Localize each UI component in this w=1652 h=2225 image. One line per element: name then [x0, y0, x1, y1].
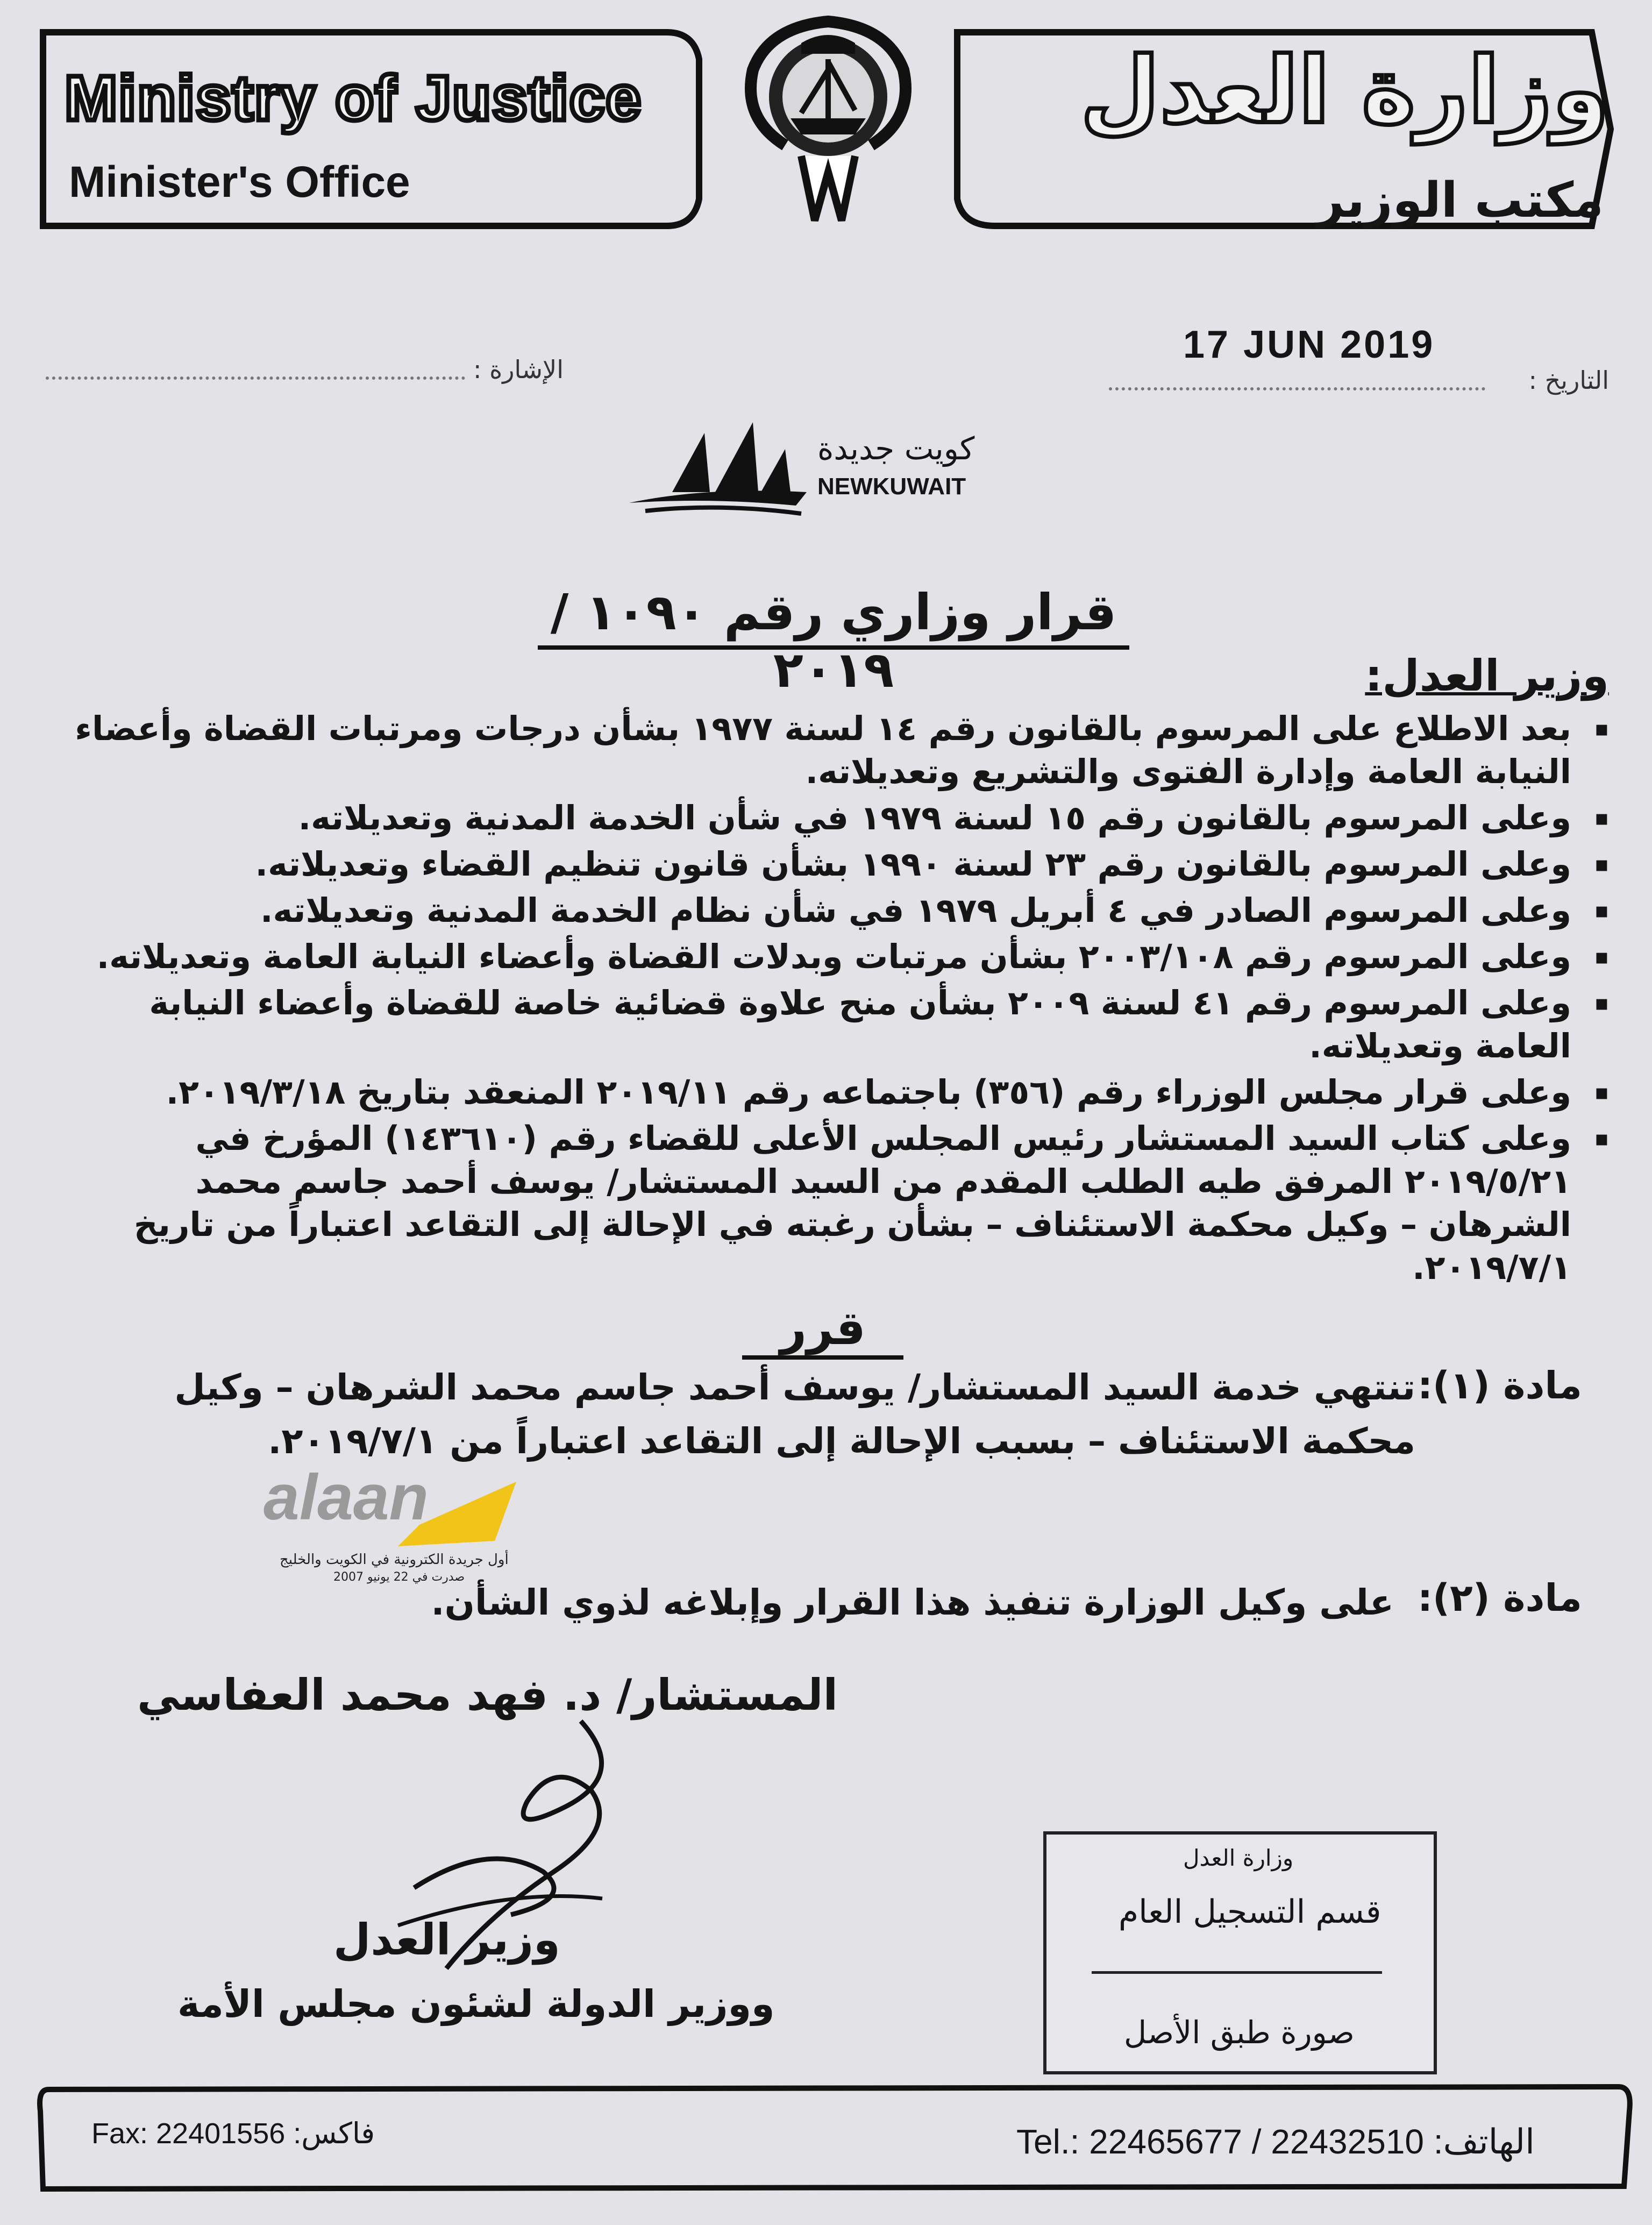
stamp-org: وزارة العدل: [1183, 1845, 1294, 1871]
decided-heading: قرر: [742, 1302, 903, 1360]
article-2-text: على وكيل الوزارة تنفيذ هذا القرار وإبلاغه لذوي الشأن.: [431, 1582, 1394, 1623]
date-dotted-line: [1109, 387, 1485, 390]
preamble-clause: ▪ وعلى قرار مجلس الوزراء رقم (٣٥٦) باجتماعه رقم ٢٠١٩/١١ المنعقد بتاريخ ٢٠١٩/٣/١٨.: [44, 1071, 1571, 1114]
signatory-title-1: وزير العدل: [333, 1915, 560, 1965]
preamble-clause: ▪ وعلى كتاب السيد المستشار رئيس المجلس الأعلى للقضاء رقم (١٤٣٦١٠) المؤرخ في ٢٠١٩/٥/٢١ المرفق طيه الطلب المقدم من السيد المستشار/ يوسف أحمد جاسم محمد الشرهان – وكيل محكمة الاستئناف – بشأن رغبته في الإحالة إلى التقاعد اعتباراً من تاريخ ٢٠١٩/٧/١.: [44, 1117, 1571, 1289]
reference-dotted-line: [46, 376, 465, 380]
article-1-text: تنتهي خدمة السيد المستشار/ يوسف أحمد جاسم محمد الشرهان – وكيل محكمة الاستئناف – بسبب الإحالة إلى التقاعد اعتباراً من ٢٠١٩/٧/١.: [174, 1367, 1415, 1462]
preamble-clause: ▪ وعلى المرسوم رقم ٢٠٠٣/١٠٨ بشأن مرتبات وبدلات القضاة وأعضاء النيابة العامة وتعديلاته.: [44, 935, 1571, 978]
preamble-clause: ▪ وعلى المرسوم الصادر في ٤ أبريل ١٩٧٩ في شأن نظام الخدمة المدنية وتعديلاته.: [44, 889, 1571, 932]
date-label: التاريخ :: [1528, 366, 1609, 395]
kuwait-emblem-icon: [721, 11, 936, 226]
reference-label: الإشارة :: [473, 355, 564, 384]
article-1-label: مادة (١):: [1418, 1363, 1582, 1407]
article-2-label: مادة (٢):: [1418, 1576, 1582, 1620]
ministry-title-en: Ministry of Justice: [65, 63, 643, 134]
preamble-clause: ▪ وعلى المرسوم بالقانون رقم ٢٣ لسنة ١٩٩٠ بشأن قانون تنظيم القضاء وتعديلاته.: [44, 843, 1571, 886]
alaan-tagline: أول جريدة الكترونية في الكويت والخليج: [280, 1552, 509, 1568]
preamble-clause: ▪ وعلى المرسوم بالقانون رقم ١٥ لسنة ١٩٧٩ في شأن الخدمة المدنية وتعديلاته.: [44, 797, 1571, 840]
office-title-en: Minister's Office: [69, 158, 410, 207]
date-value: 17 JUN 2019: [1183, 323, 1435, 366]
stamp-certification: صورة طبق الأصل: [1124, 2014, 1355, 2051]
phone-number: Tel.: 22465677 / 22432510 :الهاتف: [1016, 2122, 1535, 2161]
decision-title-underline: [538, 645, 1129, 650]
stamp-divider: [1092, 1971, 1382, 1974]
preamble-clause: ▪ بعد الاطلاع على المرسوم بالقانون رقم ١٤ لسنة ١٩٧٧ بشأن درجات ومرتبات القضاة وأعضاء النيابة العامة وإدارة الفتوى والتشريع وتعديلاته.: [44, 707, 1571, 793]
minister-heading: وزير العدل:: [1365, 651, 1609, 701]
fax-number: Fax: 22401556 :فاكس: [91, 2117, 375, 2150]
ministry-title-ar: وزارة العدل: [1080, 38, 1609, 144]
preamble-list: [44, 707, 1571, 1292]
new-kuwait-en: NEWKUWAIT: [817, 473, 966, 500]
stamp-department: قسم التسجيل العام: [1119, 1893, 1382, 1931]
svg-text:alaan: alaan: [264, 1461, 429, 1533]
new-kuwait-dhow-icon: [624, 411, 817, 519]
alaan-founded: صدرت في 22 يونيو 2007: [333, 1570, 465, 1584]
signatory-title-2: ووزير الدولة لشئون مجلس الأمة: [177, 1982, 775, 2026]
office-title-ar: مكتب الوزير: [1316, 172, 1604, 229]
new-kuwait-ar: كويت جديدة: [817, 430, 975, 467]
decision-title: قرار وزاري رقم ١٠٩٠ / ٢٠١٩: [550, 584, 1117, 699]
preamble-clause: ▪ وعلى المرسوم رقم ٤١ لسنة ٢٠٠٩ بشأن منح علاوة قضائية خاصة للقضاة وأعضاء النيابة العامة وتعديلاته.: [44, 982, 1571, 1068]
alaan-logo-icon: [258, 1460, 527, 1557]
signatory-name: المستشار/ د. فهد محمد العفاسي: [137, 1670, 838, 1720]
